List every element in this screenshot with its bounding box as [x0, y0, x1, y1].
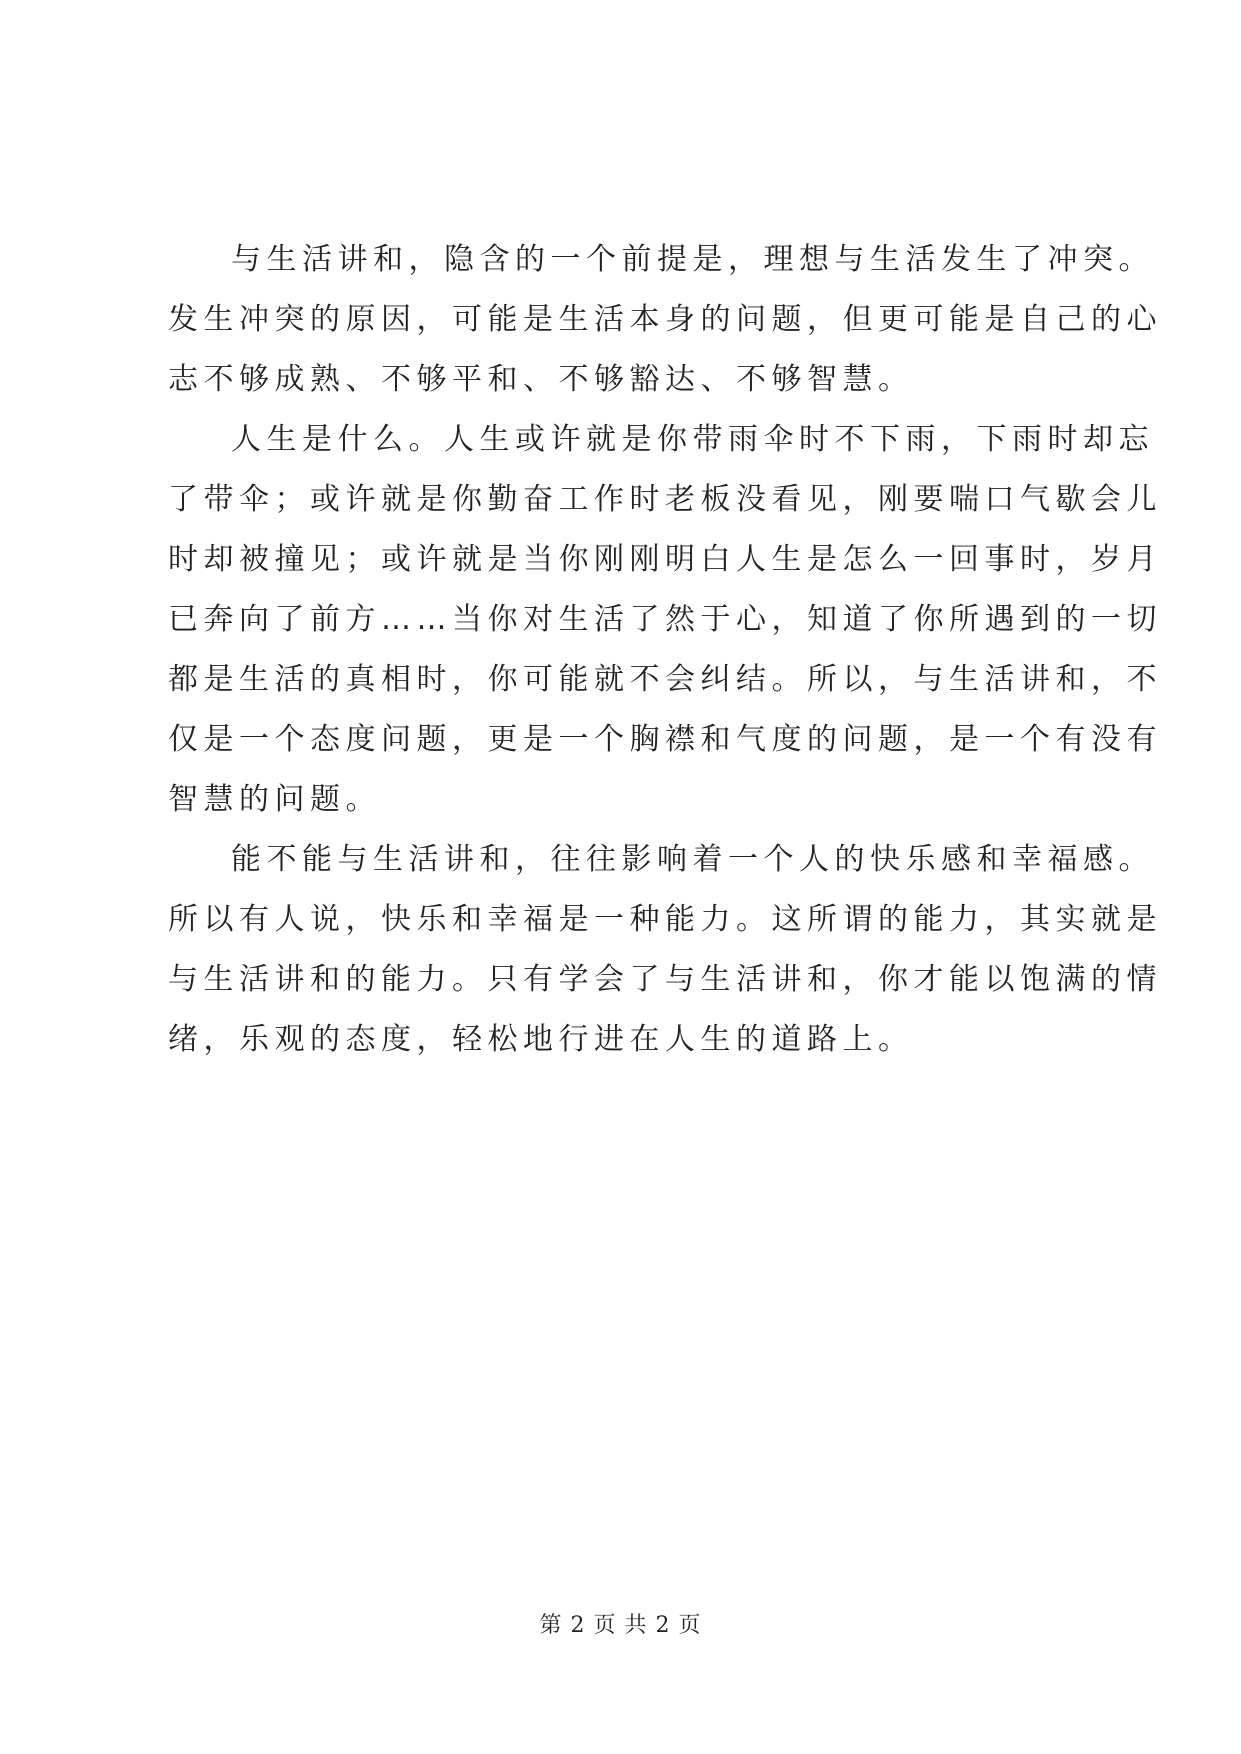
- paragraph-3-line-2: 所以有人说，快乐和幸福是一种能力。这所谓的能力，其实就是: [168, 902, 1162, 937]
- paragraph-1-line-1: 与生活讲和，隐含的一个前提是，理想与生活发生了冲突。: [231, 242, 1154, 277]
- paragraph-3-line-1: 能不能与生活讲和，往往影响着一个人的快乐感和幸福感。: [231, 842, 1154, 877]
- paragraph-1-line-3: 志不够成熟、不够平和、不够豁达、不够智慧。: [168, 362, 914, 397]
- paragraph-2-line-5: 都是生活的真相时，你可能就不会纠结。所以，与生活讲和，不: [168, 662, 1162, 697]
- paragraph-2-line-4: 已奔向了前方……当你对生活了然于心，知道了你所遇到的一切: [168, 602, 1162, 637]
- paragraph-3-line-4: 绪，乐观的态度，轻松地行进在人生的道路上。: [168, 1022, 914, 1057]
- paragraph-2-line-2: 了带伞；或许就是你勤奋工作时老板没看见，刚要喘口气歇会儿: [168, 482, 1162, 517]
- paragraph-1-line-2: 发生冲突的原因，可能是生活本身的问题，但更可能是自己的心: [168, 302, 1162, 337]
- paragraph-3-line-3: 与生活讲和的能力。只有学会了与生活讲和，你才能以饱满的情: [168, 962, 1162, 997]
- document-body: [168, 230, 1162, 1070]
- page-number-footer: 第 2 页 共 2 页: [539, 1613, 702, 1638]
- paragraph-2-line-6: 仅是一个态度问题，更是一个胸襟和气度的问题，是一个有没有: [168, 722, 1162, 757]
- paragraph-2-line-3: 时却被撞见；或许就是当你刚刚明白人生是怎么一回事时，岁月: [168, 542, 1162, 577]
- paragraph-2-line-7: 智慧的问题。: [168, 782, 381, 817]
- paragraph-2-line-1: 人生是什么。人生或许就是你带雨伞时不下雨，下雨时却忘: [231, 422, 1154, 457]
